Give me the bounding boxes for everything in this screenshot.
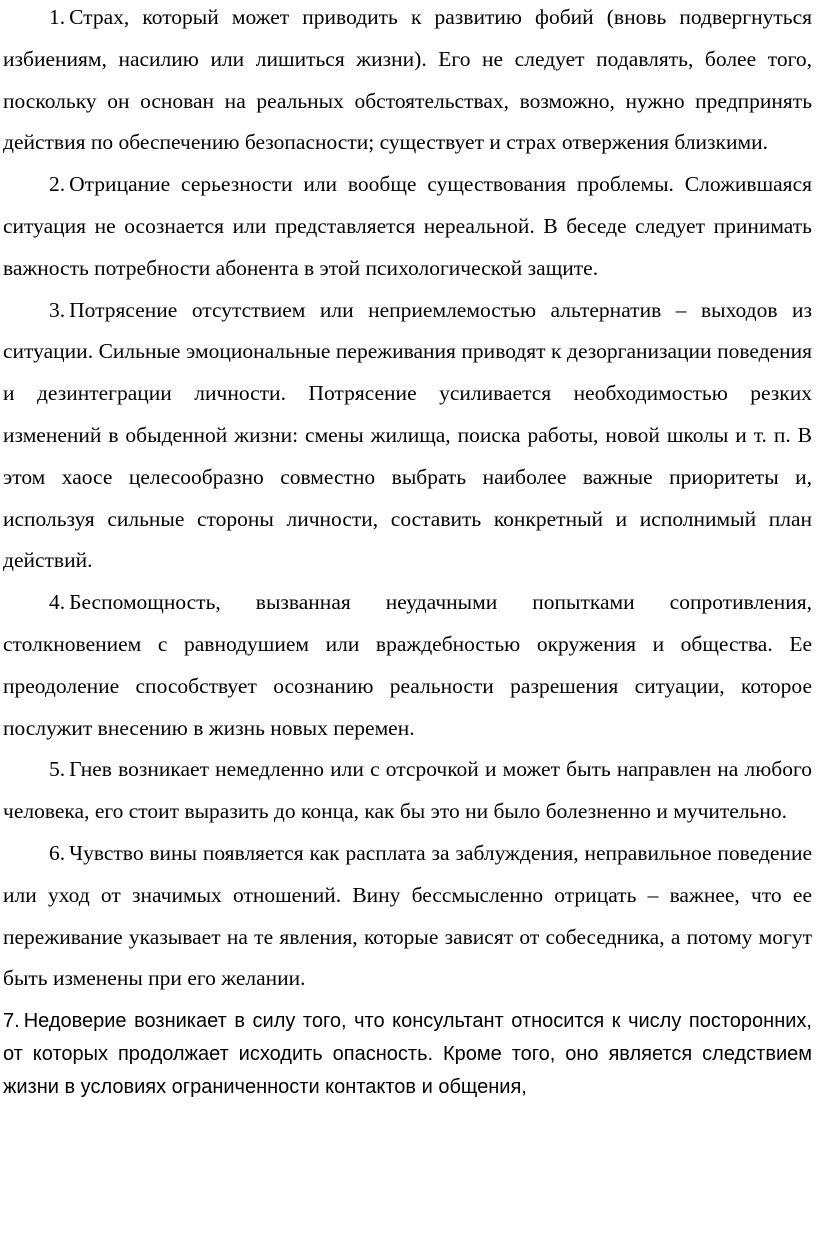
- paragraph-3: [0, 290, 816, 583]
- paragraph-number: 5.: [49, 757, 66, 782]
- paragraph-number: 6.: [49, 840, 66, 865]
- paragraph-text: Гнев возникает немедленно или с отсрочкой и может быть направлен на любого человека, его стоит выразить до конца, как бы это ни было болезненно и мучительно.: [3, 757, 812, 824]
- paragraph-number: 7.: [3, 1010, 20, 1033]
- paragraph-number: 1.: [49, 5, 66, 29]
- paragraph-5: [0, 749, 816, 833]
- paragraph-text: Отрицание серьезности или вообще существования проблемы. Сложившаяся ситуация не осознается или представляется нереальной. В беседе следует принимать важность потребности абонента в этой психологической защите.: [3, 172, 812, 280]
- paragraph-number: 3.: [49, 297, 66, 322]
- paragraph-text: Недоверие возникает в силу того, что консультант относится к числу посторонних, от которых продолжает исходить опасность. Кроме того, оно является следствием жизни в условиях ограниченности контактов и общения,: [3, 1010, 812, 1099]
- paragraph-6: [0, 833, 816, 1000]
- paragraph-number: 2.: [49, 172, 66, 197]
- paragraph-1: [0, 0, 816, 164]
- paragraph-text: Чувство вины появляется как расплата за заблуждения, неправильное поведение или уход от значимых отношений. Вину бессмысленно отрицать – важнее, что ее переживание указывает на те явления, которые зависят от собеседника, а потому могут быть изменены при его желании.: [3, 840, 812, 991]
- paragraph-4: [0, 582, 816, 749]
- paragraph-text: Страх, который может приводить к развитию фобий (вновь подвергнуться избиениям, насилию или лишиться жизни). Его не следует подавлять, более того, поскольку он основан на реальных обстоятельствах, возможно, нужно предпринять действия по обеспечению безопасности; существует и страх отвержения близкими.: [3, 5, 812, 155]
- paragraph-text: Беспомощность, вызванная неудачными попытками сопротивления, столкновением с равнодушием или враждебностью окружения и общества. Ее преодоление способствует осознанию реальности разрешения ситуации, которое послужит внесению в жизнь новых перемен.: [3, 590, 812, 740]
- paragraph-text: Потрясение отсутствием или неприемлемостью альтернатив – выходов из ситуации. Сильные эмоциональные переживания приводят к дезорганизации поведения и дезинтеграции личности. Потрясение усиливается необходимостью резких изменений в обыденной жизни: смены жилища, поиска работы, новой школы и т. п. В этом хаосе целесообразно совместно выбрать наиболее важные приоритеты и, используя сильные стороны личности, составить конкретный и исполнимый план действий.: [3, 297, 812, 573]
- paragraph-2: [0, 164, 816, 289]
- paragraph-7: [0, 1005, 816, 1104]
- paragraph-number: 4.: [49, 590, 66, 615]
